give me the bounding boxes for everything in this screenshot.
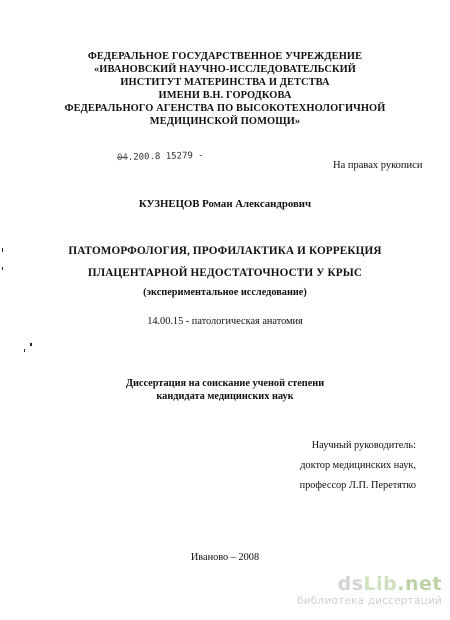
dslib-watermark: [297, 574, 442, 608]
thesis-title-line-2: ПЛАЦЕНТАРНОЙ НЕДОСТАТОЧНОСТИ У КРЫС: [87, 267, 363, 279]
specialty-code: 14.00.15 - патологическая анатомия: [147, 316, 303, 327]
stamp-number: .200.8 15279: [127, 151, 193, 163]
supervisor-name: профессор Л.П. Перетятко: [299, 480, 416, 491]
institution-header-line-5: ФЕДЕРАЛЬНОГО АГЕНСТВА ПО ВЫСОКОТЕХНОЛОГИЧНОЙ: [64, 103, 386, 114]
institution-header-line-4: ИМЕНИ В.Н. ГОРОДКОВА: [158, 90, 292, 101]
stamp-suffix: -: [198, 150, 204, 162]
supervisor-degree: доктор медицинских наук,: [300, 460, 416, 471]
scan-mark-4: [24, 349, 25, 352]
place-and-year: Иваново – 2008: [190, 552, 260, 563]
scan-mark-1: [2, 248, 3, 252]
institution-header-line-6: МЕДИЦИНСКОЙ ПОМОЩИ»: [149, 116, 301, 127]
scan-mark-3: [30, 343, 32, 346]
degree-line-1: Диссертация на соискание ученой степени: [125, 378, 325, 389]
watermark-logo: dsLib.net: [337, 573, 442, 595]
thesis-subtitle: (экспериментальное исследование): [143, 287, 307, 298]
library-stamp: [117, 151, 204, 163]
author-name: КУЗНЕЦОВ Роман Александрович: [138, 198, 312, 210]
stamp-prefix: 04: [116, 152, 128, 164]
manuscript-rights-note: На правах рукописи: [333, 160, 423, 171]
institution-header-line-3: ИНСТИТУТ МАТЕРИНСТВА И ДЕТСТВА: [120, 77, 330, 88]
institution-header-line-1: ФЕДЕРАЛЬНОЕ ГОСУДАРСТВЕННОЕ УЧРЕЖДЕНИЕ: [87, 51, 363, 62]
scan-mark-2: [2, 267, 3, 270]
institution-header-line-2: «ИВАНОВСКИЙ НАУЧНО-ИССЛЕДОВАТЕЛЬСКИЙ: [94, 64, 356, 75]
thesis-title-line-1: ПАТОМОРФОЛОГИЯ, ПРОФИЛАКТИКА И КОРРЕКЦИЯ: [68, 245, 382, 257]
degree-line-2: кандидата медицинских наук: [156, 391, 294, 402]
supervisor-label: Научный руководитель:: [311, 440, 416, 451]
watermark-subtitle: библиотека диссертаций: [297, 595, 442, 607]
